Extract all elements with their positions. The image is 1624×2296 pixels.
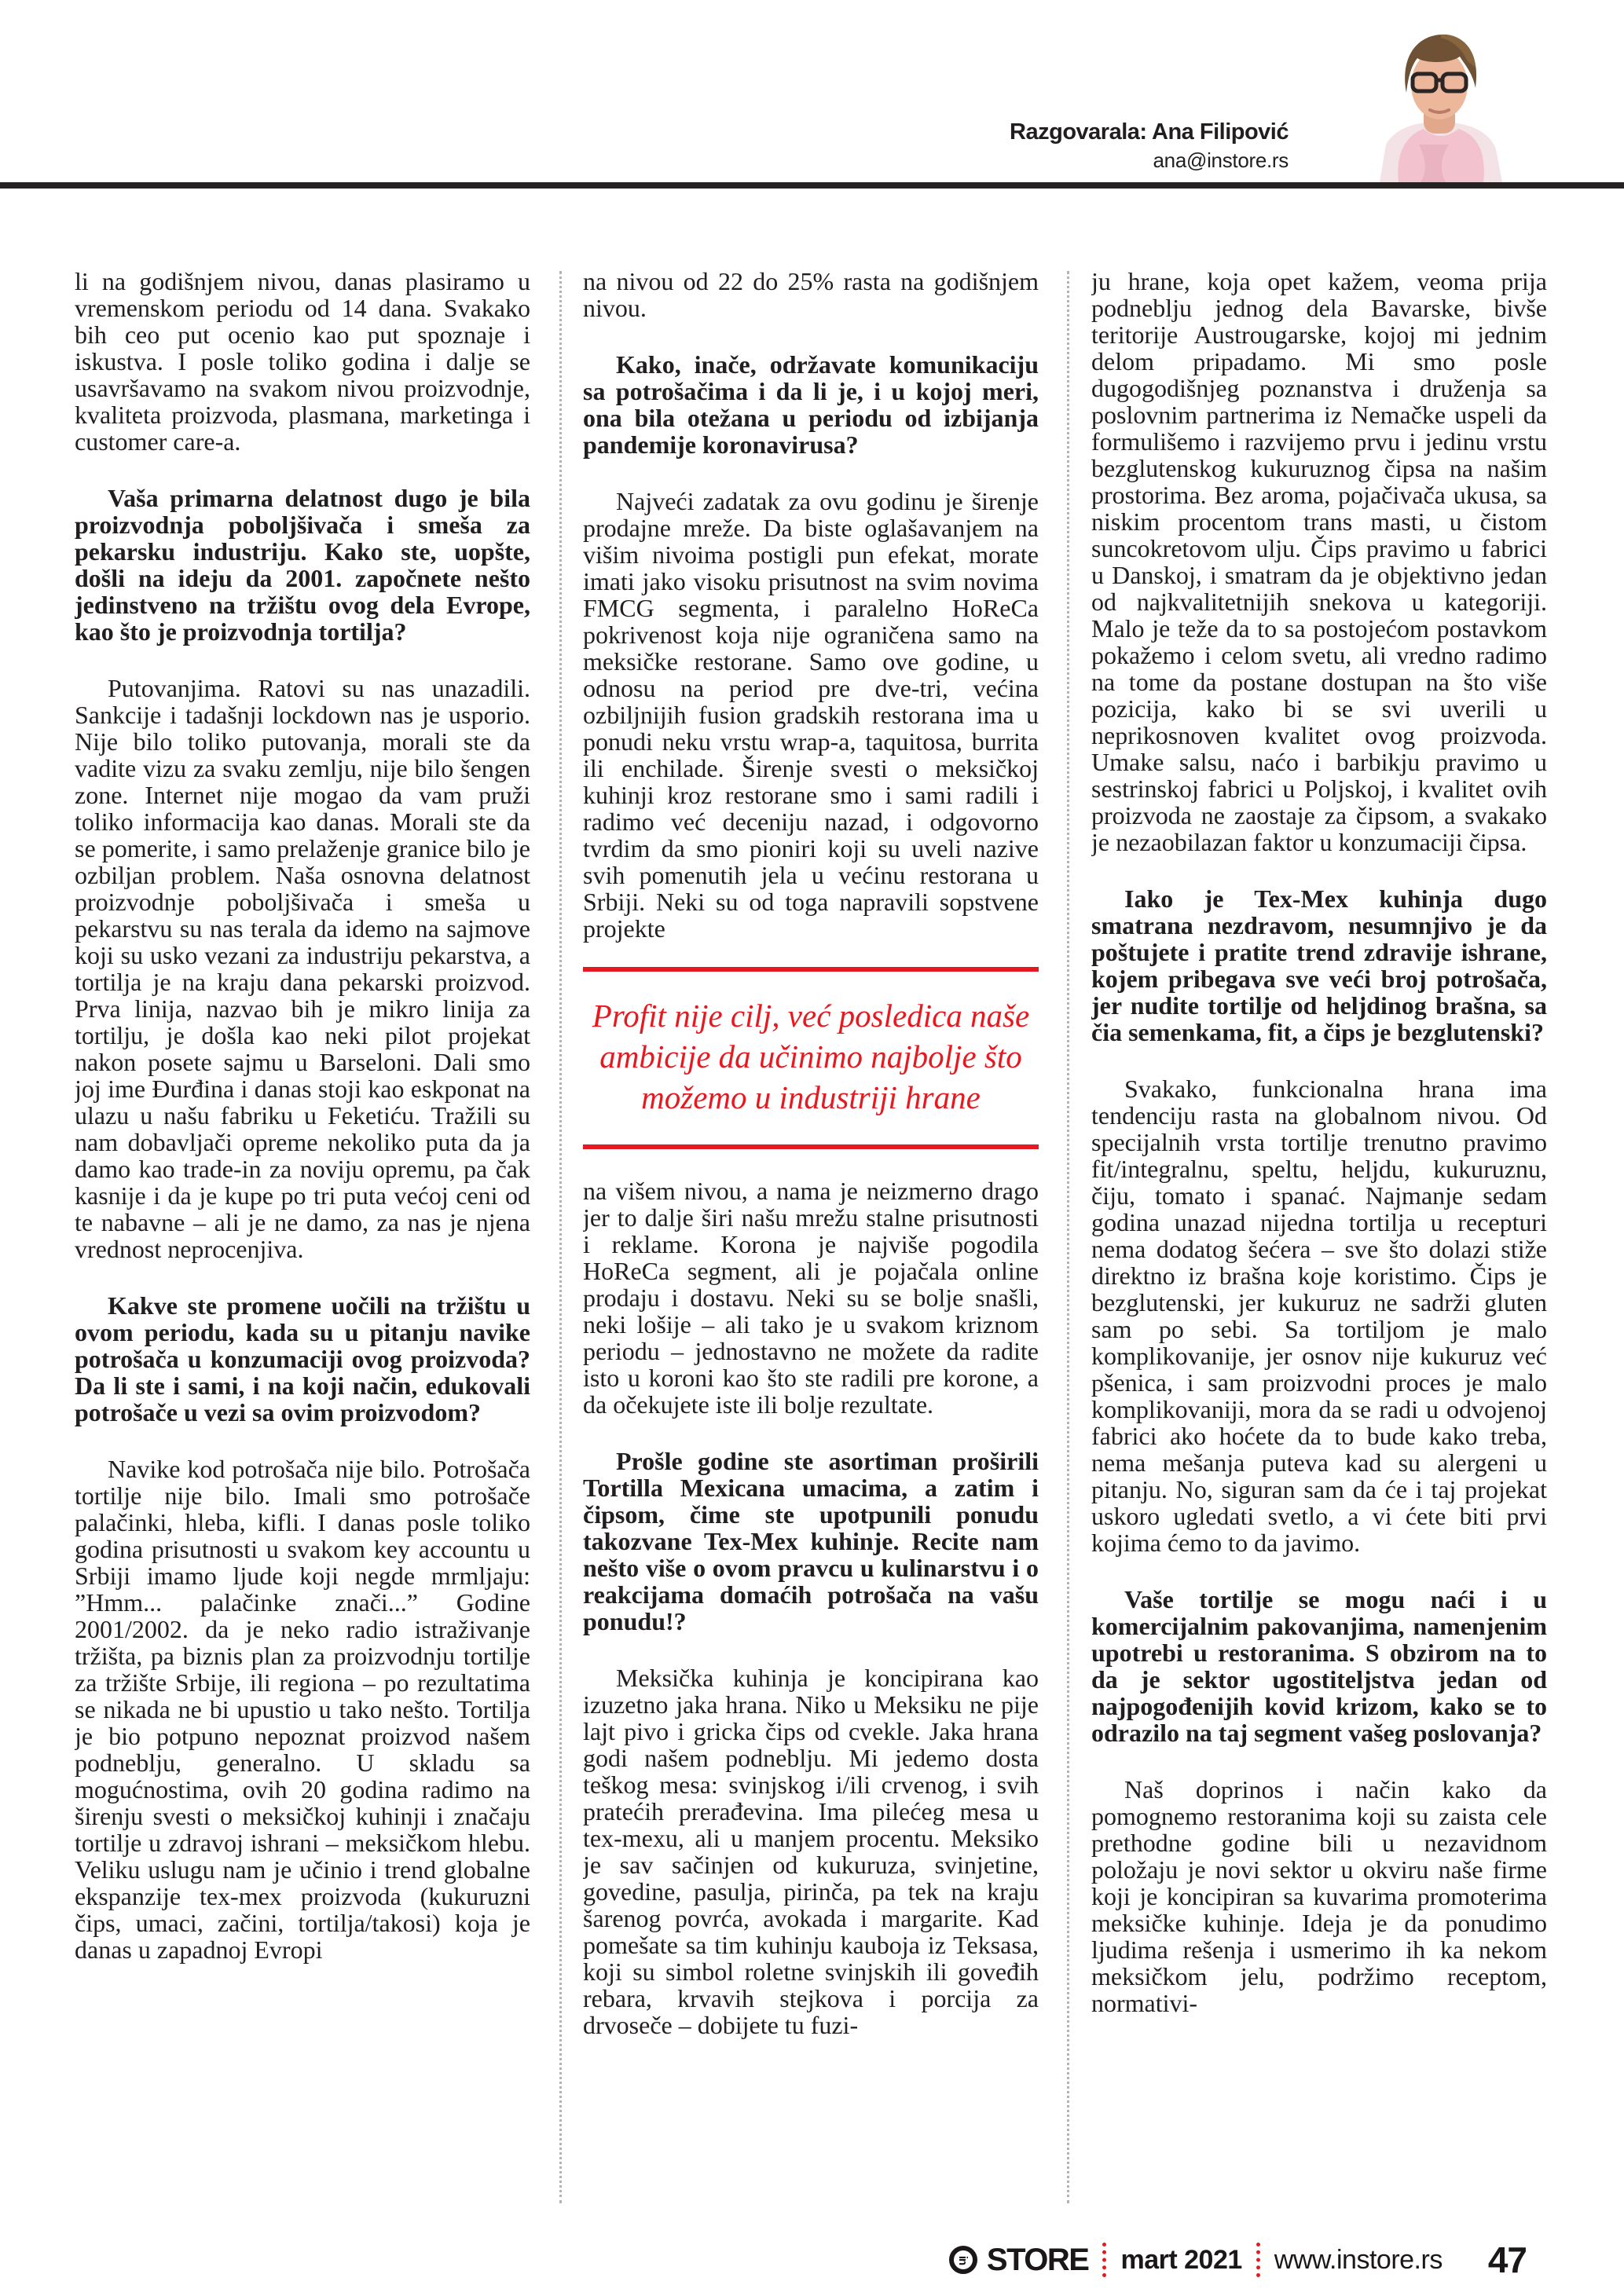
column-divider	[1067, 271, 1069, 2203]
magazine-brand: STORE	[986, 2242, 1089, 2277]
header-rule	[0, 182, 1624, 189]
interview-question: Vaša primarna delatnost dugo je bila proizvodnja poboljšivača i smeša za pekarsku industriju. Kako ste, uopšte, došli na ideju da 2001. započnete nešto jedinstveno na tržištu ovog dela Evrope, kao što je proizvodnja tortilja?	[75, 484, 530, 646]
article-paragraph: Meksička kuhinja je koncipirana kao izuzetno jaka hrana. Niko u Meksiku ne pije lajt pivo i gricka čips od cvekle. Jaka hrana godi našem podneblju. Mi jedemo dosta teškog mesa: svinjskog i/ili crvenog, i svih pratećih prerađevina. Ima pilećeg mesa u tex-mexu, ali u manjem procentu. Meksiko je sav sačinjen od kukuruza, svinjetine, govedine, pasulja, pirinča, pa tek na kraju šarenog povrća, avokada i margarite. Kad pomešate sa tim kuhinju kauboja iz Teksasa, koji su simbol roletne svinjskih ili goveđih rebara, krvavih stejkova i porcija za drvoseče – dobijete tu fuzi-	[583, 1664, 1039, 2039]
byline-block	[1010, 119, 1289, 173]
article-paragraph: na nivou od 22 do 25% rasta na godišnjem nivou.	[583, 268, 1039, 322]
interview-question: Kako, inače, održavate komunikaciju sa potrošačima i da li je, i u kojoj meri, ona bila otežana u periodu od izbijanja pandemije koronavirusa?	[583, 350, 1039, 459]
article-paragraph: Putovanjima. Ratovi su nas unazadili. Sankcije i tadašnji lockdown nas je usporio. Nije bilo toliko putovanja, morali ste da vadite vizu za svaku zemlju, nije bilo šengen zone. Internet nije mogao da vam pruži toliko informacija kao danas. Morali ste da se pomerite, i samo prelaženje granice bilo je ozbiljan problem. Naša osnovna delatnost proizvodnje poboljšivača i smeša u pekarstvu su nas terala da idemo na sajmove koji su usko vezani za industriju pekarstva, a tortilja je na kraju dana pekarski proizvod. Prva linija, nazvao bih je mikro linija za tortilju, je došla kao neki pilot projekat nakon posete sajmu u Barseloni. Dali smo joj ime Đurđina i danas stoji kao eskponat na ulazu u našu fabriku u Feketiću. Tražili su nam dobavljači opreme nekoliko puta da ja damo kao trade-in za noviju opremu, pa čak kasnije i da je kupe po tri puta većoj ceni od te nabavne – ali je ne damo, za nas je njena vrednost neprocenjiva.	[75, 674, 530, 1263]
article-paragraph: na višem nivou, a nama je neizmerno drago jer to dalje širi našu mrežu stalne prisutnosti i reklame. Korona je najviše pogodila HoReCa segment, ali je pojačala online prodaju i dostavu. Neki su se bolje snašli, neki lošije – ali tako je u svakom kriznom periodu – jednostavno ne možete da radite isto u koroni kao što ste radili pre korone, a da očekujete iste ili bolje rezultate.	[583, 1177, 1039, 1419]
article-column-1	[75, 268, 530, 2214]
pull-quote: Profit nije cilj, već posledica naše ambicije da učinimo najbolje što možemo u industriji hrane	[583, 967, 1039, 1149]
interview-question: Vaše tortilje se mogu naći i u komercijalnim pakovanjima, namenjenim upotrebi u restoranima. S obzirom na to da je sektor ugostiteljstva jedan od najpogođenijih kovid krizom, kako se to odrazilo na taj segment vašeg poslovanja?	[1091, 1585, 1547, 1747]
interview-question: Iako je Tex-Mex kuhinja dugo smatrana nezdravom, nesumnjivo je da poštujete i pratite trend zdravije ishrane, kojem pribegava sve veći broj potrošača, jer nudite tortilje od heljdinog brašna, sa čia semenkama, fit, a čips je bezglutenski?	[1091, 884, 1547, 1046]
byline-email: ana@instore.rs	[1153, 148, 1289, 173]
column-divider	[559, 271, 562, 2203]
article-paragraph: Svakako, funkcionalna hrana ima tendenciju rasta na globalnom nivou. Od specijalnih vrsta tortilje trenutno pravimo fit/integralnu, speltu, heljdu, kukuruznu, čiju, tomato i spanać. Najmanje sedam godina unazad nijedna tortilja u recepturi nema dodatog šećera – sve što dolazi stiže direktno iz brašna koje koristimo. Čips je bezglutenski, jer kukuruz ne sadrži gluten sam po sebi. Sa tortiljom je malo komplikovanije, jer osnov nije kukuruz već pšenica, i sam proizvodni proces je malo komplikovaniji, mora da se radi u odvojenoj fabrici ako hoćete da to bude kako treba, nema mešanja puteva kad su alergeni u pitanju. No, siguran sam da će i taj projekat uskoro ugledati svetlo, a vi ćete biti prvi kojima ćemo to da javimo.	[1091, 1075, 1547, 1557]
instore-logo-icon	[949, 2246, 977, 2274]
article-paragraph: ju hrane, koja opet kažem, veoma prija podneblju jednog dela Bavarske, bivše teritorije Austrougarske, kojoj mi jednim delom pripadamo. Mi smo posle dugogodišnjeg poznanstva i druženja sa poslovnim partnerima iz Nemačke uspeli da formulišemo i razvijemo prvu i jedinu vrstu bezglutenskog kukuruznog čipsa na našim prostorima. Bez aroma, pojačivača ukusa, sa niskim procentom trans masti, u čistom suncokretovom ulju. Čips pravimo u fabrici u Danskoj, i smatram da je objektivno jedan od najkvalitetnijih snekova u kategoriji. Malo je teže da to sa postojećom postavkom pokažemo i celom svetu, ali vredno radimo na tome da postane dostupan na što više pozicija, kako bi se svi uverili u neprikosnoven kvalitet ovog proizvoda. Umake salsu, naćo i barbikju pravimo u sestrinskoj fabrici u Poljskoj, i kvalitet ovih proizvoda ne zaostaje za čipsom, a svakako je nezaobilazan faktor u konzumaciji čipsa.	[1091, 268, 1547, 856]
byline-author: Razgovarala: Ana Filipović	[1010, 119, 1289, 145]
issue-date: mart 2021	[1120, 2244, 1242, 2275]
article-paragraph: Navike kod potrošača nije bilo. Potrošača tortilje nije bilo. Imali smo potrošače palačinki, hleba, kifli. I danas posle toliko godina prisutnosti u svakom key accountu u Srbiji imamo ljude koji negde mrmljaju: ”Hmm... palačinke znači...” Godine 2001/2002. da je neko radio istraživanje tržišta, pa biznis plan za proizvodnju tortilje za tržište Srbije, ili regiona – po rezultatima se nikada ne bi upustio u tako nešto. Tortilja je bio potpuno nepoznat proizvod našem podneblju, generalno. U skladu sa mogućnostima, ovih 20 godina radimo na širenju svesti o meksičkoj kuhinji i značaju tortilje u zdravoj ishrani – meksičkom hlebu. Veliku uslugu nam je učinio i trend globalne ekspanzije tex-mex proizvoda (kukuruzni čips, umaci, začini, tortilja/takosi) koja je danas u zapadnoj Evropi	[75, 1455, 530, 1964]
author-photo	[1372, 27, 1507, 182]
interview-question: Kakve ste promene uočili na tržištu u ovom periodu, kada su u pitanju navike potrošača u konzumaciji ovog proizvoda? Da li ste i sami, i na koji način, edukovali potrošače u vezi sa ovim proizvodom?	[75, 1291, 530, 1426]
logo-in-text: in	[956, 2255, 970, 2265]
article-column-3	[1091, 268, 1547, 2214]
footer-divider-icon	[1256, 2243, 1260, 2277]
footer-divider-icon	[1102, 2243, 1106, 2277]
page-footer	[949, 2239, 1527, 2281]
article-paragraph: li na godišnjem nivou, danas plasiramo u vremenskom periodu od 14 dana. Svakako bih ceo put ocenio kao put spoznaje i iskustva. I posle toliko godina i dalje se usavršavamo na svakom nivou proizvodnje, kvaliteta proizvoda, plasmana, marketinga i customer care-a.	[75, 268, 530, 456]
article-column-2	[583, 268, 1039, 2214]
page-number: 47	[1487, 2239, 1527, 2280]
interview-question: Prošle godine ste asortiman proširili Tortilla Mexicana umacima, a zatim i čipsom, čime ste upotpunili ponudu takozvane Tex-Mex kuhinje. Recite nam nešto više o ovom pravcu u kulinarstvu i o reakcijama domaćih potrošača na vašu ponudu!?	[583, 1447, 1039, 1635]
website-url: www.instore.rs	[1274, 2244, 1443, 2275]
article-paragraph: Naš doprinos i način kako da pomognemo restoranima koji su zaista cele prethodne godine bili u nezavidnom položaju je novi sektor u okviru naše firme koji je koncipiran sa kuvarima promoterima meksičke kuhinje. Ideja je da ponudimo ljudima rešenja i usmerimo ih ka nekom meksičkom jelu, podržimo receptom, normativi-	[1091, 1775, 1547, 2017]
article-paragraph: Najveći zadatak za ovu godinu je širenje prodajne mreže. Da biste oglašavanjem na višim nivoima postigli pun efekat, morate imati jako visoku prisutnost na svim novima FMCG segmenta, i paralelno HoReCa pokrivenost koja nije ograničena samo na meksičke restorane. Samo ove godine, u odnosu na period pre dve-tri, većina ozbiljnijih fusion gradskih restorana ima u ponudi neku vrstu wrap-a, taquitosa, burrita ili enchilade. Širenje svesti o meksičkoj kuhinji kroz restorane smo i sami radili i radimo već deceniju nazad, i odgovorno tvrdim da smo pioniri koji su uveli nazive svih pomenutih jela u većinu restorana u Srbiji. Neki su od toga napravili sopstvene projekte	[583, 487, 1039, 943]
